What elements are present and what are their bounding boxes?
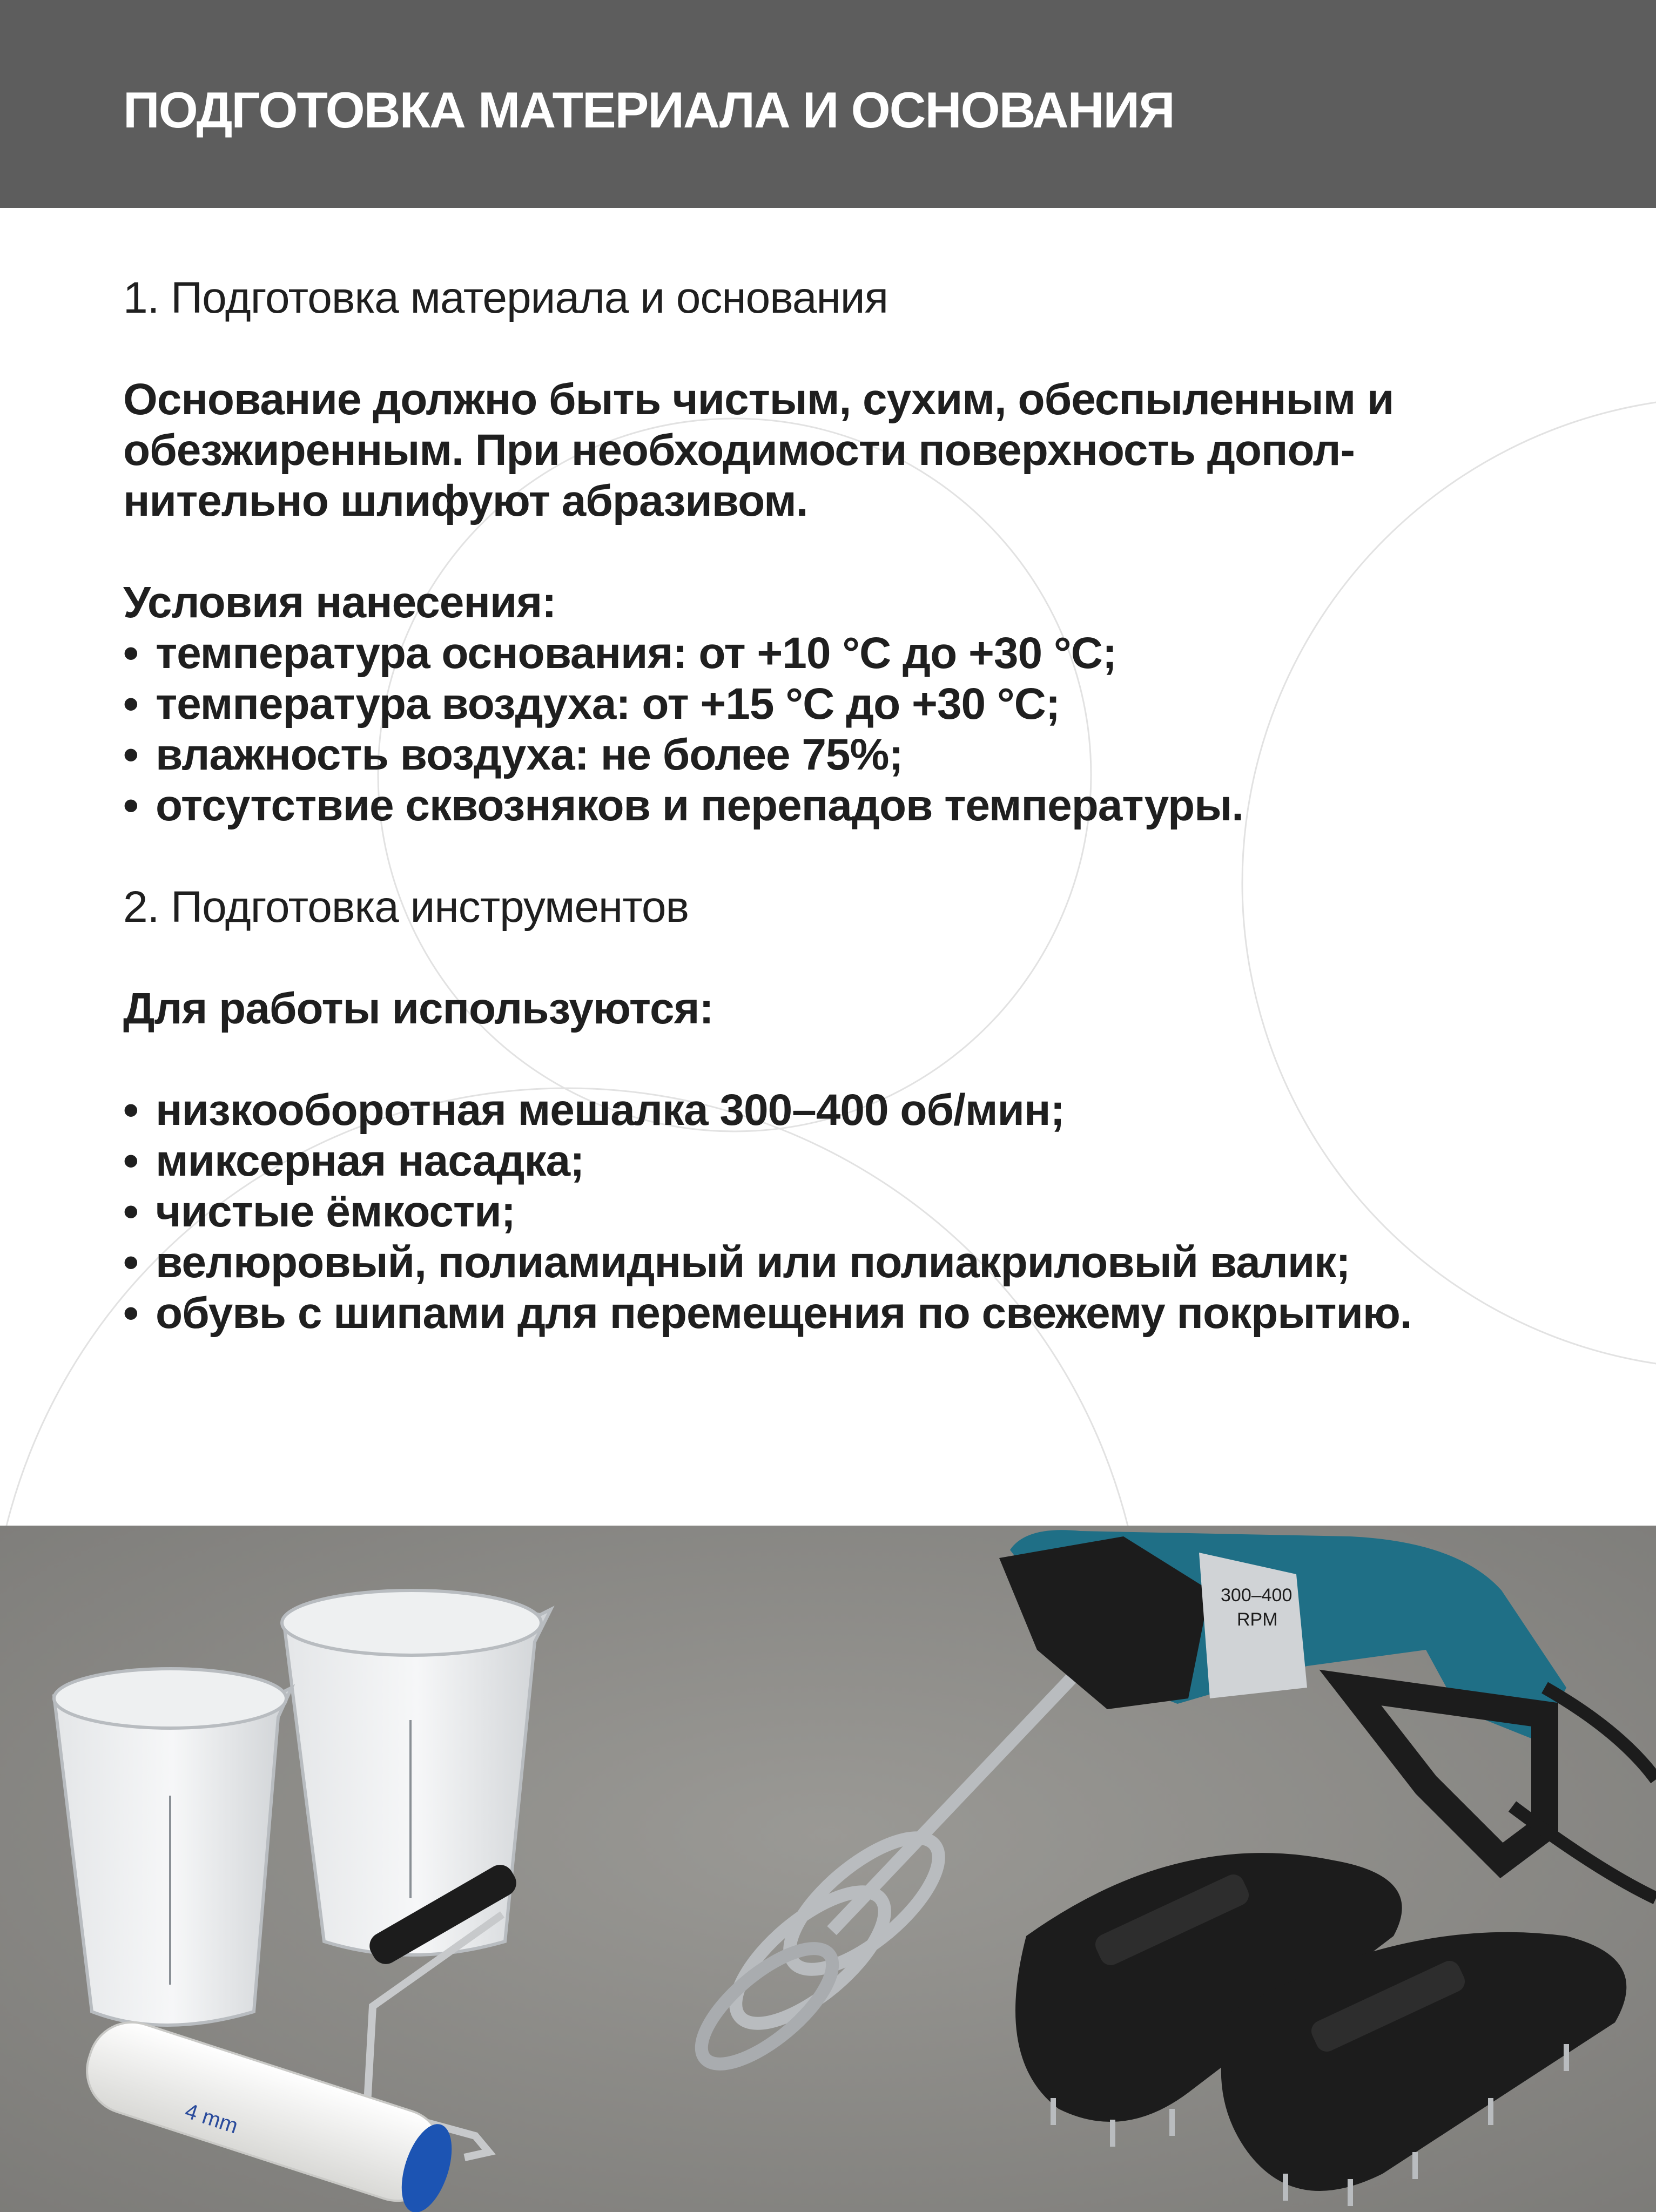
page-header <box>0 0 1656 208</box>
mixer-rpm-label: RPM <box>1237 1609 1278 1630</box>
tools-list <box>123 1085 1614 1339</box>
list-item: • чистые ёмкости; <box>123 1187 515 1236</box>
section1-paragraph-line-2: обезжиренным. При необходимости поверхность допол- <box>123 426 1355 475</box>
section2-heading: 2. Подготовка инструментов <box>123 882 689 932</box>
conditions-title: Условия нанесения: <box>123 578 556 627</box>
main-content <box>123 273 1614 1339</box>
conditions-list <box>123 628 1614 831</box>
tools-photo-illustration <box>0 1526 1656 2212</box>
section1-heading: 1. Подготовка материала и основания <box>123 273 888 322</box>
tools-photo <box>0 1526 1656 2212</box>
list-item: • миксерная насадка; <box>123 1136 584 1185</box>
list-item: • велюровый, полиамидный или полиакриловый валик; <box>123 1238 1350 1287</box>
section1-paragraph-line-3: нительно шлифуют абразивом. <box>123 476 808 525</box>
measuring-cup-small <box>54 1669 292 2025</box>
list-item: • обувь с шипами для перемещения по свежему покрытию. <box>123 1289 1412 1338</box>
section1-paragraph-line-1: Основание должно быть чистым, сухим, обеспыленным и <box>123 375 1394 424</box>
page-title: ПОДГОТОВКА МАТЕРИАЛА И ОСНОВАНИЯ <box>123 82 1174 138</box>
roller-label: 4 mm <box>182 2099 241 2139</box>
list-item: • температура основания: от +10 °С до +30 °С; <box>123 629 1117 678</box>
tools-title: Для работы используются: <box>123 984 713 1033</box>
list-item: • температура воздуха: от +15 °С до +30 °С; <box>123 679 1060 729</box>
list-item: • низкооборотная мешалка 300–400 об/мин; <box>123 1085 1065 1135</box>
list-item: • влажность воздуха: не более 75%; <box>123 730 903 779</box>
mixer-speed-label: 300–400 <box>1221 1585 1293 1606</box>
list-item: • отсутствие сквозняков и перепадов температуры. <box>123 781 1244 830</box>
measuring-cup-large <box>282 1590 551 1955</box>
